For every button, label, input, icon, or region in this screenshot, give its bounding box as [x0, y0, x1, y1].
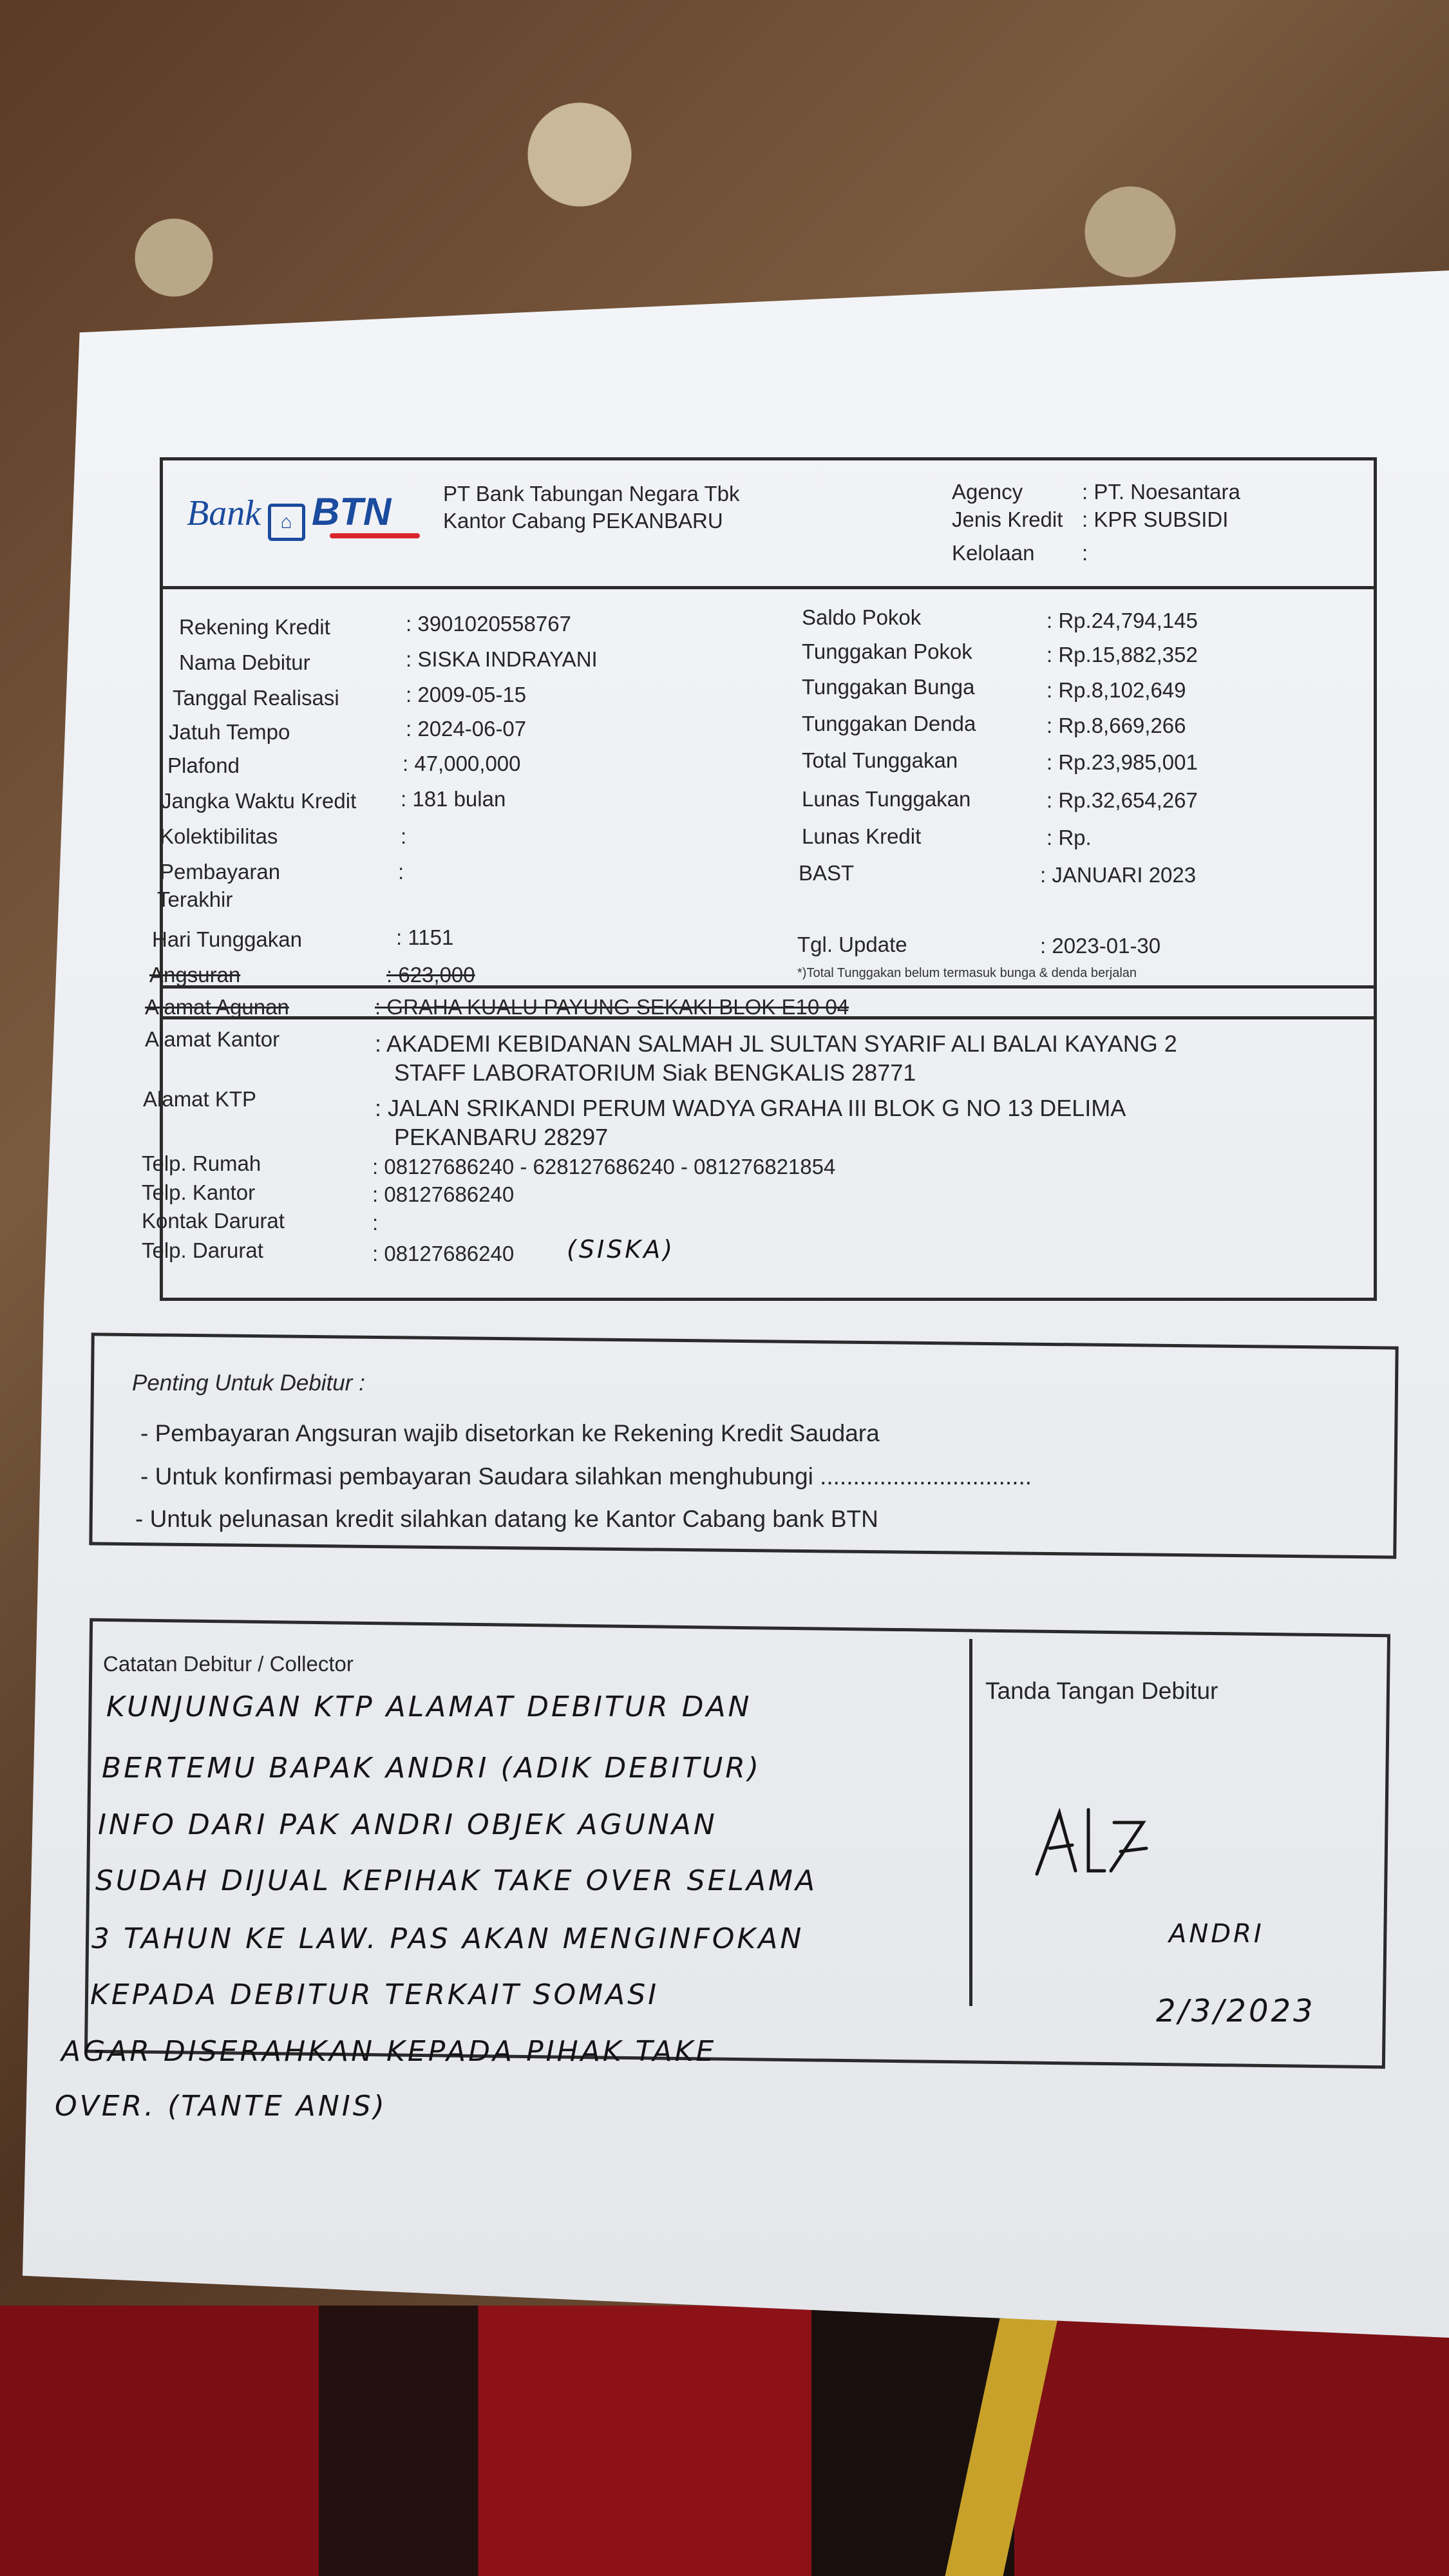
tunggakan-denda-value: : Rp.8,669,266	[1046, 714, 1186, 737]
pembayaran-label: Pembayaran	[160, 860, 281, 884]
lunas-tunggakan-label: Lunas Tunggakan	[802, 787, 971, 811]
jenis-kredit-label: Jenis Kredit	[952, 507, 1063, 531]
logo-underline	[330, 533, 420, 538]
alamat-kantor-value-2: STAFF LABORATORIUM Siak BENGKALIS 28771	[394, 1059, 916, 1086]
catatan-line-8: OVER. (TANTE ANIS)	[55, 2090, 387, 2123]
kelolaan-label: Kelolaan	[952, 541, 1035, 565]
tgl-update-value: : 2023-01-30	[1040, 934, 1161, 958]
telp-darurat-handwritten: (SISKA)	[567, 1235, 676, 1264]
tgl-update-label: Tgl. Update	[797, 933, 907, 956]
telp-darurat-label: Telp. Darurat	[142, 1238, 263, 1262]
penting-title: Penting Untuk Debitur :	[132, 1370, 365, 1396]
plafond-label: Plafond	[167, 753, 240, 777]
terakhir-label: Terakhir	[157, 887, 233, 911]
header-divider	[160, 586, 1374, 589]
alamat-ktp-value-1: : JALAN SRIKANDI PERUM WADYA GRAHA III BLOK G NO 13 DELIMA	[375, 1095, 1126, 1121]
penting-line-2: - Untuk konfirmasi pembayaran Saudara silahkan menghubungi ................................	[140, 1463, 1032, 1490]
catatan-line-1: KUNJUNGAN KTP ALAMAT DEBITUR DAN	[106, 1690, 752, 1723]
saldo-pokok-value: : Rp.24,794,145	[1046, 609, 1198, 632]
catatan-line-6: KEPADA DEBITUR TERKAIT SOMASI	[90, 1978, 659, 2011]
lunas-kredit-value: : Rp.	[1046, 826, 1092, 849]
jatuh-tempo-label: Jatuh Tempo	[169, 720, 290, 744]
agency-value: : PT. Noesantara	[1082, 480, 1240, 504]
tanggal-realisasi-value: : 2009-05-15	[406, 683, 527, 706]
rekening-kredit-label: Rekening Kredit	[179, 615, 330, 639]
background-carpet	[0, 2306, 1449, 2576]
alamat-ktp-label: Alamat KTP	[143, 1087, 257, 1111]
kontak-darurat-value: :	[372, 1211, 379, 1235]
penting-line-1: - Pembayaran Angsuran wajib disetorkan ke Rekening Kredit Saudara	[140, 1420, 880, 1446]
address-divider-1	[160, 985, 1374, 989]
tunggakan-footnote: *)Total Tunggakan belum termasuk bunga & denda berjalan	[797, 966, 1137, 980]
telp-rumah-value: : 08127686240 - 628127686240 - 081276821854	[372, 1155, 836, 1179]
catatan-line-4: SUDAH DIJUAL KEPIHAK TAKE OVER SELAMA	[95, 1864, 818, 1897]
logo-btn-text: BTN	[311, 490, 392, 533]
kontak-darurat-label: Kontak Darurat	[142, 1209, 285, 1233]
catatan-divider	[969, 1639, 972, 2006]
total-tunggakan-label: Total Tunggakan	[802, 748, 958, 772]
nama-debitur-label: Nama Debitur	[179, 650, 310, 674]
jatuh-tempo-value: : 2024-06-07	[406, 717, 527, 741]
catatan-line-7: AGAR DISERAHKAN KEPADA PIHAK TAKE	[61, 2035, 717, 2068]
tunggakan-pokok-value: : Rp.15,882,352	[1046, 643, 1198, 667]
ttd-date: 2/3/2023	[1156, 1993, 1316, 2029]
ttd-name: ANDRI	[1169, 1919, 1264, 1949]
debitur-signature	[1030, 1803, 1159, 1880]
alamat-agunan-label: Alamat Agunan	[145, 995, 289, 1019]
tunggakan-denda-label: Tunggakan Denda	[802, 712, 976, 735]
lunas-kredit-label: Lunas Kredit	[802, 824, 922, 848]
catatan-title: Catatan Debitur / Collector	[103, 1652, 354, 1676]
agency-label: Agency	[952, 480, 1023, 504]
bast-label: BAST	[799, 861, 855, 885]
bast-value: : JANUARI 2023	[1040, 863, 1197, 887]
lunas-tunggakan-value: : Rp.32,654,267	[1046, 788, 1198, 812]
telp-kantor-label: Telp. Kantor	[142, 1180, 256, 1204]
alamat-ktp-value-2: PEKANBARU 28297	[394, 1124, 609, 1150]
hari-tunggakan-label: Hari Tunggakan	[152, 927, 302, 951]
alamat-agunan-value: : GRAHA KUALU PAYUNG SEKAKI BLOK E10 04	[375, 995, 849, 1019]
pembayaran-value: :	[398, 860, 404, 884]
saldo-pokok-label: Saldo Pokok	[802, 605, 922, 629]
tunggakan-pokok-label: Tunggakan Pokok	[802, 639, 972, 663]
penting-line-3: - Untuk pelunasan kredit silahkan datang ke Kantor Cabang bank BTN	[135, 1506, 878, 1532]
nama-debitur-value: : SISKA INDRAYANI	[406, 647, 598, 671]
telp-darurat-value: : 08127686240	[372, 1242, 515, 1265]
logo-bank-text: Bank	[187, 493, 261, 533]
kolektibilitas-value: :	[401, 824, 407, 848]
company-name: PT Bank Tabungan Negara Tbk	[443, 482, 740, 506]
catatan-line-2: BERTEMU BAPAK ANDRI (ADIK DEBITUR)	[102, 1752, 762, 1785]
catatan-line-3: INFO DARI PAK ANDRI OBJEK AGUNAN	[98, 1808, 717, 1841]
angsuran-label: Angsuran	[149, 963, 241, 987]
angsuran-value: : 623,000	[386, 963, 475, 987]
plafond-value: : 47,000,000	[402, 752, 521, 775]
jangka-waktu-label: Jangka Waktu Kredit	[161, 789, 357, 813]
telp-rumah-label: Telp. Rumah	[142, 1151, 261, 1175]
rekening-kredit-value: : 3901020558767	[406, 612, 571, 636]
alamat-kantor-label: Alamat Kantor	[145, 1027, 280, 1051]
tanggal-realisasi-label: Tanggal Realisasi	[173, 686, 339, 710]
telp-kantor-value: : 08127686240	[372, 1182, 515, 1206]
kelolaan-value: :	[1082, 541, 1088, 565]
branch-name: Kantor Cabang PEKANBARU	[443, 509, 723, 533]
catatan-line-5: 3 TAHUN KE LAW. PAS AKAN MENGINFOKAN	[91, 1922, 804, 1955]
logo-emblem-icon: ⌂	[268, 504, 305, 541]
tunggakan-bunga-label: Tunggakan Bunga	[802, 675, 975, 699]
alamat-kantor-value-1: : AKADEMI KEBIDANAN SALMAH JL SULTAN SYARIF ALI BALAI KAYANG 2	[375, 1030, 1177, 1057]
ttd-title: Tanda Tangan Debitur	[985, 1678, 1218, 1704]
kolektibilitas-label: Kolektibilitas	[160, 824, 278, 848]
jenis-kredit-value: : KPR SUBSIDI	[1082, 507, 1229, 531]
jangka-waktu-value: : 181 bulan	[401, 787, 506, 811]
hari-tunggakan-value: : 1151	[396, 925, 454, 949]
tunggakan-bunga-value: : Rp.8,102,649	[1046, 678, 1186, 702]
total-tunggakan-value: : Rp.23,985,001	[1046, 750, 1198, 774]
